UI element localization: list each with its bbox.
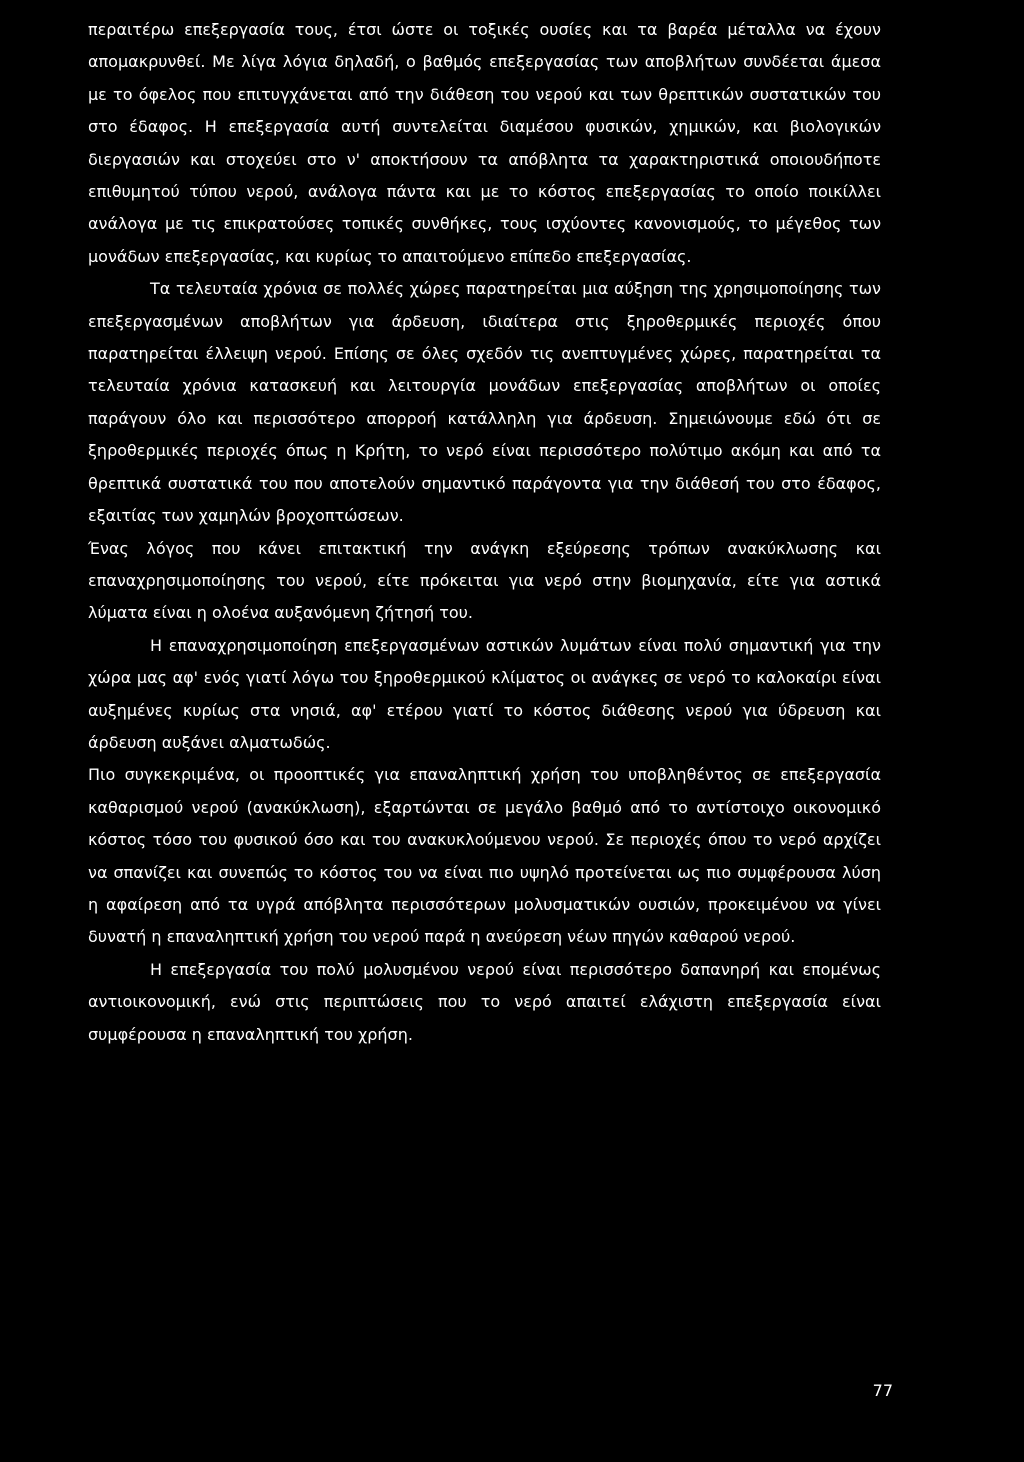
paragraph-2: Τα τελευταία χρόνια σε πολλές χώρες παρατηρείται μια αύξηση της χρησιμοποίησης των επεξεργασμένων αποβλήτων για άρδευση, ιδιαίτερα στις ξηροθερμικές περιοχές όπου παρατηρείται έλλειψη νερού. Επίσης σε όλες σχεδόν τις ανεπτυγμένες χώρες, παρατηρείται τα τελευταία χρόνια κατασκευή και λειτουργία μονάδων επεξεργασίας αποβλήτων οι οποίες παράγουν όλο και περισσότερο απορροή κατάλληλη για άρδευση. Σημειώνουμε εδώ ότι σε ξηροθερμικές περιοχές όπως η Κρήτη, το νερό είναι περισσότερο πολύτιμο ακόμη και από τα θρεπτικά συστατικά του που αποτελούν σημαντικό παράγοντα για την διάθεσή του στο έδαφος, εξαιτίας των χαμηλών βροχοπτώσεων. xyxy=(88,279,881,526)
paragraph-6: Η επεξεργασία του πολύ μολυσμένου νερού είναι περισσότερο δαπανηρή και επομένως αντιοικονομική, ενώ στις περιπτώσεις που το νερό απαιτεί ελάχιστη επεξεργασία είναι συμφέρουσα η επαναληπτική του χρήση. xyxy=(88,959,881,1044)
paragraph-1: περαιτέρω επεξεργασία τους, έτσι ώστε οι τοξικές ουσίες και τα βαρέα μέταλλα να έχουν απομακρυνθεί. Με λίγα λόγια δηλαδή, ο βαθμός επεξεργασίας των αποβλήτων συνδέεται άμεσα με το όφελος που επιτυγχάνεται από την διάθεση του νερού και των θρεπτικών συστατικών του στο έδαφος. Η επεξεργασία αυτή συντελείται διαμέσου φυσικών, χημικών, και βιολογικών διεργασιών και στοχεύει στο ν' αποκτήσουν τα απόβλητα τα χαρακτηριστικά οποιουδήποτε επιθυμητού τύπου νερού, ανάλογα πάντα και με το κόστος επεξεργασίας το οποίο ποικίλλει ανάλογα με τις επικρατούσες τοπικές συνθήκες, τους ισχύοντες κανονισμούς, το μέγεθος των μονάδων επεξεργασίας, και κυρίως το απαιτούμενο επίπεδο επεξεργασίας. xyxy=(88,20,881,266)
paragraph-5: Πιο συγκεκριμένα, οι προοπτικές για επαναληπτική χρήση του υποβληθέντος σε επεξεργασία καθαρισμού νερού (ανακύκλωση), εξαρτώνται σε μεγάλο βαθμό από το αντίστοιχο οικονομικό κόστος τόσο του φυσικού όσο και του ανακυκλούμενου νερού. Σε περιοχές όπου το νερό αρχίζει να σπανίζει και συνεπώς το κόστος του να είναι πιο υψηλό προτείνεται ως πιο συμφέρουσα λύση η αφαίρεση από τα υγρά απόβλητα περισσότερων μολυσματικών ουσιών, προκειμένου να γίνει δυνατή η επαναληπτική χρήση του νερού παρά η ανεύρεση νέων πηγών καθαρού νερού. xyxy=(88,765,881,947)
paragraph-4: Η επαναχρησιμοποίηση επεξεργασμένων αστικών λυμάτων είναι πολύ σημαντική για την χώρα μας αφ' ενός γιατί λόγω του ξηροθερμικού κλίματος οι ανάγκες σε νερό το καλοκαίρι είναι αυξημένες κυρίως στα νησιά, αφ' ετέρου γιατί το κόστος διάθεσης νερού για ύδρευση και άρδευση αυξάνει αλματωδώς. xyxy=(88,635,881,752)
document-body xyxy=(88,14,881,1051)
page-number: 77 xyxy=(872,1381,893,1400)
paragraph-3: Ένας λόγος που κάνει επιτακτική την ανάγκη εξεύρεσης τρόπων ανακύκλωσης και επαναχρησιμοποίησης του νερού, είτε πρόκειται για νερό στην βιομηχανία, είτε για αστικά λύματα είναι η ολοένα αυξανόμενη ζήτησή του. xyxy=(88,538,881,623)
